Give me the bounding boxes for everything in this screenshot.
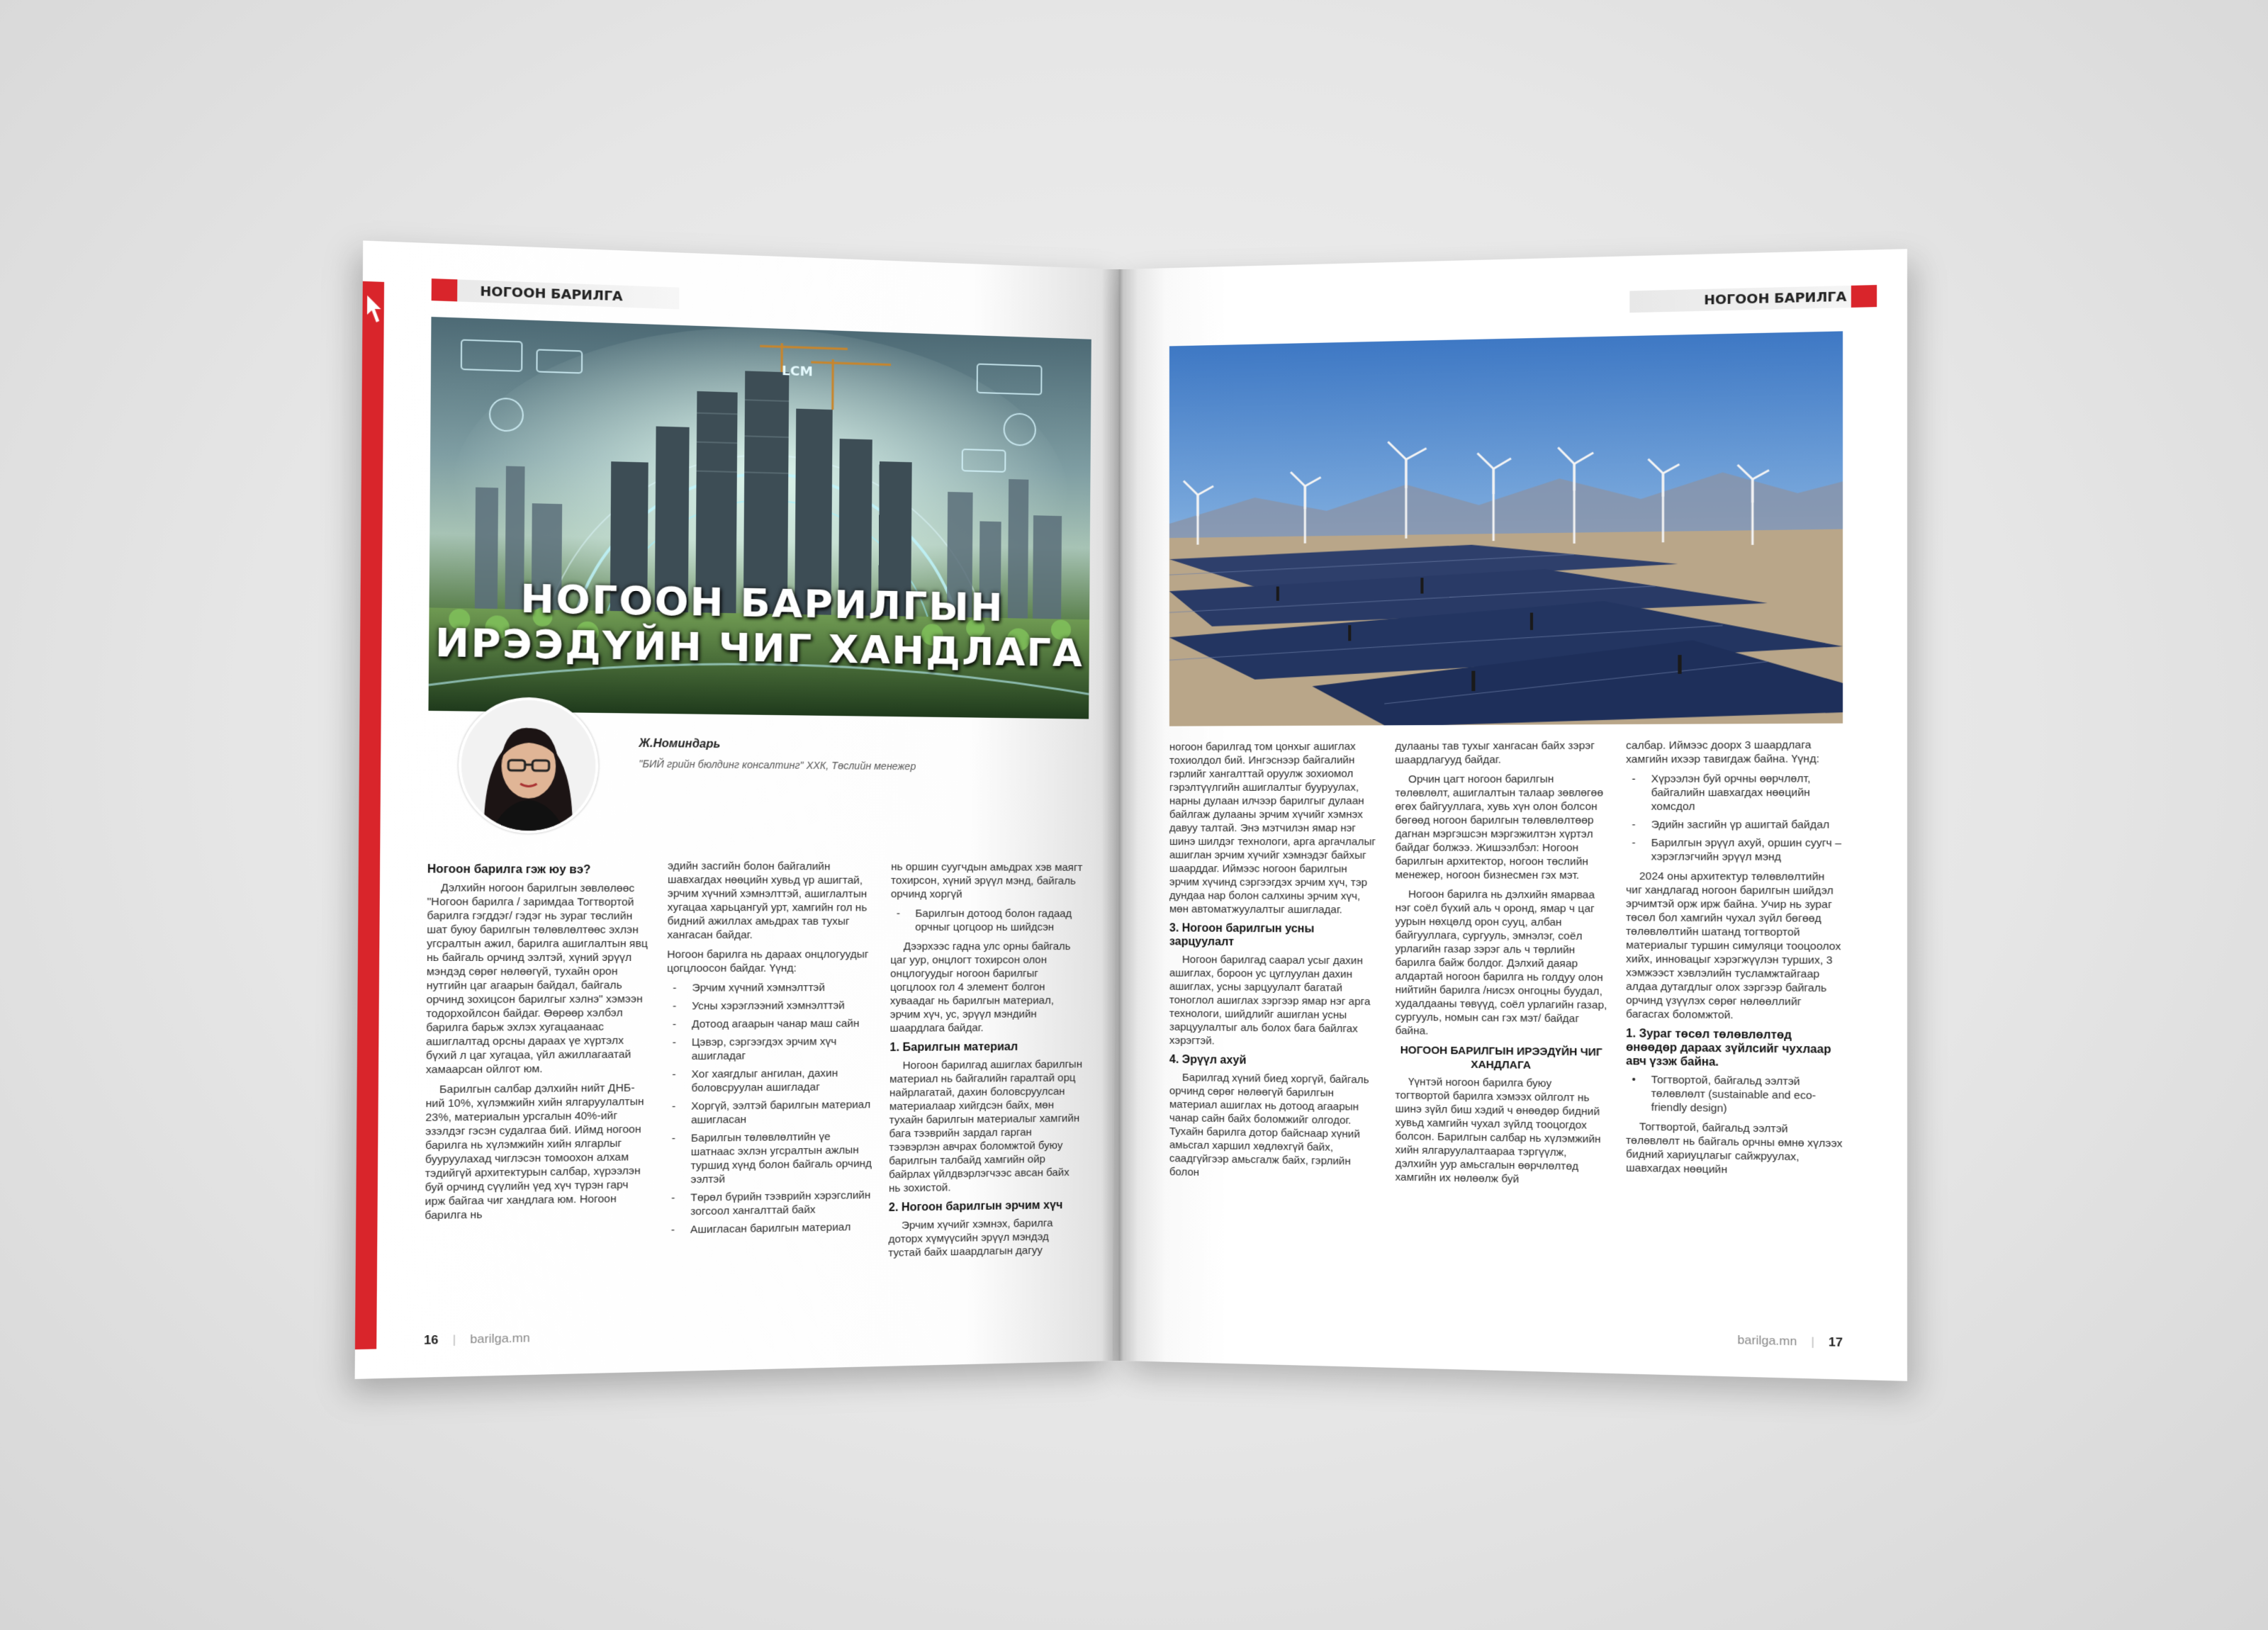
paragraph: Барилгын салбар дэлхийн нийт ДНБ-ний 10%, хүлэмжийн хийн ялгаруулалтын 23%, материалын урсгалын 40%-ийг эзэлдэг гэсэн судалгаа бий. Иймд ногоон барилга нь хүлэмжийн хийн ялгарлыг бууруулахад чиглэсэн томоохон алхам тэдийгүй архитектурын салбар, хүрээлэн буй орчинд сүүлийн үед хүч түрэн гарч ирж байгаа чиг хандлага юм. Ногоон барилга нь [425,1081,644,1222]
subheading: 3. Ногоон барилгын усны зарцуулалт [1169,922,1315,949]
right-column-2 [1396,739,1607,1194]
list-item: - Барилгын төлөвлөлтийн үе шатнаас эхлэн угсралтын ажлын туршид хүнд болон байгаль орчинд ээлтэй [666,1130,875,1187]
paragraph: 2024 оны архитектур төлөвлөлтийн чиг хандлагад ногоон барилгын шийдэл эрчимтэй орж ирж байна. Учир нь зураг төсөл бол хамгийн чухал зүйл бөгөөд төлөвлөлтийн шатанд тогтвортой материалыг туршин симуляци тооцоолох хийх, инновацыг хэрэгжүүлэн турших, 3 хэмжээст хэвлэлийн тусламжтайгаар алдаа дутагдлыг олох зэргээр байгаль орчинд үзүүлэх сөрөг нөлөөллийг багасгах боломжтой. [1626,870,1841,1022]
list-item: - Барилгын эрүүл ахуй, оршин суугч – хэрэглэгчийн эрүүл мэнд [1626,836,1843,865]
left-column-1 [425,858,649,1229]
left-column-3 [888,860,1084,1266]
paragraph: нь оршин суугчдын амьдрах хэв маягт тохирсон, хүний эрүүл мэнд, байгаль орчинд хоргүй [890,860,1083,901]
paragraph: дулааны тав тухыг хангасан байх зэрэг шаардлагууд байдаг. [1395,739,1595,767]
list-item: - Эдийн засгийн үр ашигтай байдал [1626,818,1843,832]
page-footer-right: barilga.mn | 17 [1737,1332,1843,1350]
feature-list [891,906,1084,934]
list-item: - Төрөл бүрийн тээврийн хэрэгслийн зогсоол хангалттай байх [666,1188,875,1219]
subheading: 1. Зураг төсөл төлөвлөлтөд өнөөдөр дараах зүйлсийг чухлаар авч үзэж байна. [1626,1028,1831,1069]
list-item: - Усны хэрэглээний хэмнэлттэй [667,999,876,1013]
hero-image [428,317,1091,719]
page-number: 16 [423,1332,439,1347]
paragraph: Ногоон барилга нь дэлхийн ямарваа нэг соёл бүхий аль ч оронд, ямар ч цаг уурын нөхцөлд орон сууц, албан байгууллага, сургууль, эмнэлэг, соёл урлагийн газар зэрэг аль ч төрлийн барилга байж болдог. Дэлхий даяар алдартай ногоон барилга нь голдуу олон нийтийн барилга /нисэх онгоцны буудал, худалдааны төвүүд, соёл урлагийн газар, сургууль, номын сан гэх мэт/ байдаг байна. [1395,888,1607,1038]
list-item: - Ашигласан барилгын материал [665,1220,874,1237]
subheading: 1. Барилгын материал [889,1040,1018,1055]
list-item: - Дотоод агаарын чанар маш сайн [666,1017,875,1032]
bullet-list [1626,1073,1843,1118]
page-footer-left: 16 | barilga.mn [423,1330,530,1347]
title-line-1: НОГООН БАРИЛГЫН [520,575,1004,631]
right-column-3 [1626,738,1843,1184]
subheading: 2. Ногоон барилгын эрчим хүч [888,1199,1063,1215]
paragraph: Үүнтэй ногоон барилга буюу тогтвортой барилга хэмээх ойлголт нь шинэ зүйл биш хэдий ч өнөөдөр бидний хувьд хамгийн чухал зүйлд тооцогдох болсон. Барилгын салбар нь хүлэмжийн хийн ялгаруулалтаараа тэргүүлж, дэлхийн уур амьсгалын өөрчлөлтөд хамгийн их нөлөөлж буй [1395,1075,1601,1186]
list-item: - Эрчим хүчний хэмнэлттэй [667,981,876,995]
article-title [429,575,1089,676]
paragraph: Ногоон барилгад саарал усыг дахин ашиглах, бороон ус цуглуулан дахин ашиглах, усны зарцуулалт багатай тоноглол ашиглах зэргээр ямар нэг арга технологи, шийдлийг ашиглан усны зарцуулалтыг аль болох бага байлгах хэрэгтэй. [1169,953,1371,1047]
right-page [1120,249,1907,1381]
paragraph: Орчин цагт ногоон барилгын төлөвлөлт, ашиглалтын талаар зөвлөгөө өгөх байгууллага, хувь хүн олон болсон бөгөөд ногоон барилгын төлөвлөлтөөр дагнан мэргэшсэн мэргэжилтэн хүртэл байдаг болжээ. Жишээлбэл: Ногоон барилгын архитектор, ногоон төслийн менежер, ногоон бизнесмен гэх мэт. [1395,772,1604,882]
paragraph: Дээрхээс гадна улс орны байгаль цаг уур, онцлогт тохирсон олон онцлогуудыг ногоон барилгыг цогцлоох гол 4 элемент болгон хуваадаг нь барилгын материал, эрчим хүч, ус, эрүүл мэндийн шаардлага байдаг. [889,940,1071,1035]
lcm-label: LCM [781,363,813,380]
page-number: 17 [1828,1334,1843,1350]
red-margin-band [355,281,384,1349]
paragraph: Ногоон барилгад ашиглах барилгын материал нь байгалийн гаралтай орц найрлагатай, дахин боловсруулсан материалаар хийгдсэн байх, мөн тухайн барилгын материалыг хамгийн бага тээврийн зардал гарган тээвэрлэн авчрах боломжтой буюу барилгын талбайд хамгийн ойр байрлах үйлдвэрлэгчээс авсан байх нь зохистой. [888,1058,1082,1195]
author-portrait [461,699,595,831]
spine-shadow [1102,269,1138,1361]
paragraph: ногоон барилгад том цонхыг ашиглах тохиолдол бий. Ингэснээр байгалийн гэрлийг хангалттай оруулж зохиомол гэрэлтүүлгийн ашиглалтыг бууруулах, нарны дулаан илчээр барилгыг дулаан байлгаж дулааны эрчим хүчийг хэмнэх давуу талтай. Энэ мэтчилэн ямар нэг шинэ шилдэг технологи, арга аргачлалыг ашиглан эрчим хүчийг хэмнэдэг байхыг шаарддаг. Иймээс ногоон барилгын эрчим хүчинд сэргээгдэх эрчим хүч, тэр дундаа нар болон салхины эрчим хүч, мөн автоматжуулалтыг ашигладаг. [1169,740,1376,916]
list-item: - Хог хаягдлыг ангилан, дахин боловсруулан ашигладаг [666,1066,875,1095]
paragraph: Ногоон барилга нь дараах онцлогуудыг цогцлоосон байдаг. Үүнд: [667,948,869,975]
author-name: Ж.Номиндарь [639,737,721,751]
section-heading: НОГООН БАРИЛГЫН ИРЭЭДҮЙН ЧИГ ХАНДЛАГА [1400,1044,1602,1072]
section-label-left [432,279,680,309]
section-label-text: НОГООН БАРИЛГА [480,283,623,304]
solar-wind-photo [1169,331,1843,726]
paragraph: салбар. Иймээс доорх 3 шаардлага хамгийн ихээр тавигдаж байна. Үүнд: [1626,738,1819,766]
paragraph: Дэлхийн ногоон барилгын зөвлөлөөс "Ногоон барилга / заримдаа Тогтвортой барилга гэгддэг/ гэдэг нь зураг төслийн шат буюу барилгын төлөвлөлтөөс эхлэн угсралтын ажил, барилга ашиглалтын явц нь байгаль орчинд ээлтэй, хүний эрүүл мэндэд сөрөг нөлөөгүй, тухайн орон нутгийн цаг агаарын байдал, байгаль орчинд зохицсон барилгыг хэлнэ" хэмээн тодорхойлсон байдаг. Өөрөөр хэлбэл барилга барьж эхлэх хугацаанаас ашиглалтад орсны дараах үе хүртэлх бүхий л цаг хугацаа, үйл ажиллагаатай хамаарсан ойлгот юм. [425,882,648,1077]
list-item: • Тогтвортой, байгальд ээлтэй төлөвлөлт (sustainable and eco-friendly design) [1626,1073,1843,1118]
subheading: Ногоон барилга гэж юу вэ? [427,863,591,877]
title-line-2: ИРЭЭДҮЙН ЧИГ ХАНДЛАГА [434,619,1084,676]
list-item: - Хоргүй, ээлтэй барилгын материал ашигласан [666,1098,875,1128]
section-label-right [1629,285,1877,313]
list-item: - Цэвэр, сэргээгдэх эрчим хүч ашигладаг [666,1035,875,1064]
paragraph: эдийн засгийн болон байгалийн шавхагдах нөөцийн хувьд үр ашигтай, эрчим хүчний хэмнэлттэй, ашиглалтын хугацаа харьцангуй урт, хамгийн гол нь бидний ажиллах амьдрах тав тухыг хангасан байдаг. [667,860,868,942]
cursor-arrow-icon [364,293,383,330]
feature-list [665,981,875,1237]
site-name: barilga.mn [470,1330,530,1347]
author-role: "БИЙ грийн бюлдинг консалтинг" ХХК, Төслийн менежер [639,758,916,772]
requirement-list [1626,772,1843,864]
list-item: - Хүрээлэн буй орчны өөрчлөлт, байгалийн шавхагдах нөөцийн хомсдол [1626,772,1843,814]
paragraph: Эрчим хүчийг хэмнэх, барилга доторх хүмүүсийн эрүүл мэндэд тустай байх шаардлагын дагуу [888,1217,1053,1259]
subheading: 4. Эрүүл ахуй [1169,1053,1247,1067]
right-column-1 [1169,740,1377,1188]
left-column-2 [665,859,877,1243]
section-label-text: НОГООН БАРИЛГА [1704,288,1847,308]
site-name: barilga.mn [1737,1332,1797,1349]
author-avatar [458,697,599,834]
red-marker [432,279,458,301]
paragraph: Тогтвортой, байгальд ээлтэй төлөвлөлт нь байгаль орчны өмнө хүлээх бидний хариуцлагыг сайжруулах, шавхагдах нөөцийн [1626,1120,1843,1176]
red-marker [1851,285,1877,308]
paragraph: Барилгад хүний биед хоргүй, байгаль орчинд сөрөг нөлөөгүй барилгын материал ашиглах нь дотоод агаарын чанар сайн байх боломжийг олгодог. Тухайн барилга дотор байснаар хүний амьсгал харшил хөдлөхгүй байх, саадгүйгээр амьсгалж байх, гэрлийн болон [1169,1072,1369,1179]
left-page [355,240,1121,1378]
list-item: - Барилгын дотоод болон гадаад орчныг цогцоор нь шийдсэн [891,906,1084,934]
solar-farm-illustration [1169,331,1843,726]
